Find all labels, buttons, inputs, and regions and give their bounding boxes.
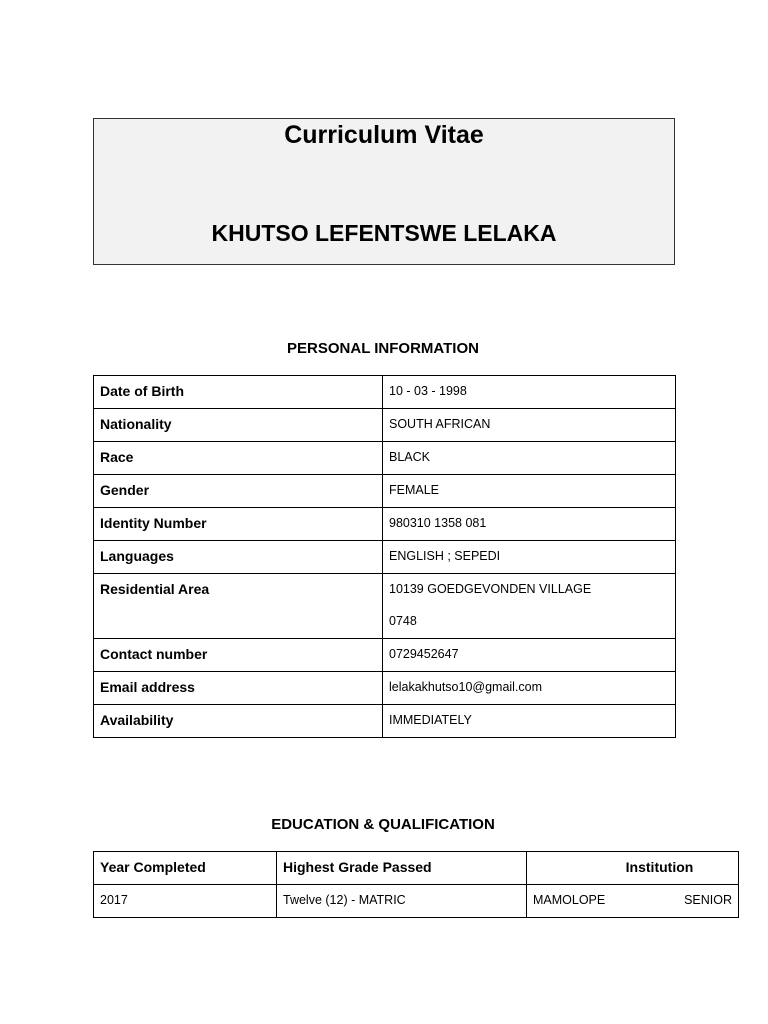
row-value: FEMALE — [383, 475, 676, 508]
row-label: Email address — [94, 672, 383, 705]
table-row — [94, 541, 676, 574]
candidate-name: KHUTSO LEFENTSWE LELAKA — [211, 220, 557, 246]
table-row — [94, 639, 676, 672]
row-value: 10 - 03 - 1998 — [383, 376, 676, 409]
address-line: 10139 GOEDGEVONDEN VILLAGE — [389, 582, 592, 596]
row-value — [383, 574, 676, 639]
cv-title-box — [93, 118, 675, 265]
document-title: Curriculum Vitae — [284, 121, 484, 149]
table-row — [94, 409, 676, 442]
row-label: Nationality — [94, 409, 383, 442]
table-row — [94, 885, 739, 918]
row-value: BLACK — [383, 442, 676, 475]
personal-info-table — [93, 375, 676, 738]
row-label: Date of Birth — [94, 376, 383, 409]
institution-part: MAMOLOPE — [533, 893, 606, 907]
row-label: Gender — [94, 475, 383, 508]
personal-info-heading: PERSONAL INFORMATION — [287, 340, 479, 357]
row-label: Residential Area — [94, 574, 383, 639]
education-table — [93, 851, 739, 918]
institution-part: SENIOR — [684, 893, 732, 907]
row-label: Availability — [94, 705, 383, 738]
table-row — [94, 705, 676, 738]
header-year: Year Completed — [94, 852, 277, 885]
row-label: Identity Number — [94, 508, 383, 541]
row-label: Contact number — [94, 639, 383, 672]
table-row — [94, 672, 676, 705]
education-heading: EDUCATION & QUALIFICATION — [271, 816, 495, 833]
institution-cell — [527, 885, 739, 918]
postal-code: 0748 — [389, 614, 417, 628]
header-institution: Institution — [527, 852, 739, 885]
table-row — [94, 574, 676, 639]
row-value: lelakakhutso10@gmail.com — [383, 672, 676, 705]
row-value: 0729452647 — [383, 639, 676, 672]
row-value: SOUTH AFRICAN — [383, 409, 676, 442]
table-row — [94, 442, 676, 475]
row-value: 980310 1358 081 — [383, 508, 676, 541]
row-label: Languages — [94, 541, 383, 574]
row-label: Race — [94, 442, 383, 475]
header-grade: Highest Grade Passed — [277, 852, 527, 885]
year-cell: 2017 — [94, 885, 277, 918]
table-row — [94, 376, 676, 409]
table-row — [94, 475, 676, 508]
grade-cell: Twelve (12) - MATRIC — [277, 885, 527, 918]
table-row — [94, 508, 676, 541]
table-header-row — [94, 852, 739, 885]
row-value: IMMEDIATELY — [383, 705, 676, 738]
row-value: ENGLISH ; SEPEDI — [383, 541, 676, 574]
